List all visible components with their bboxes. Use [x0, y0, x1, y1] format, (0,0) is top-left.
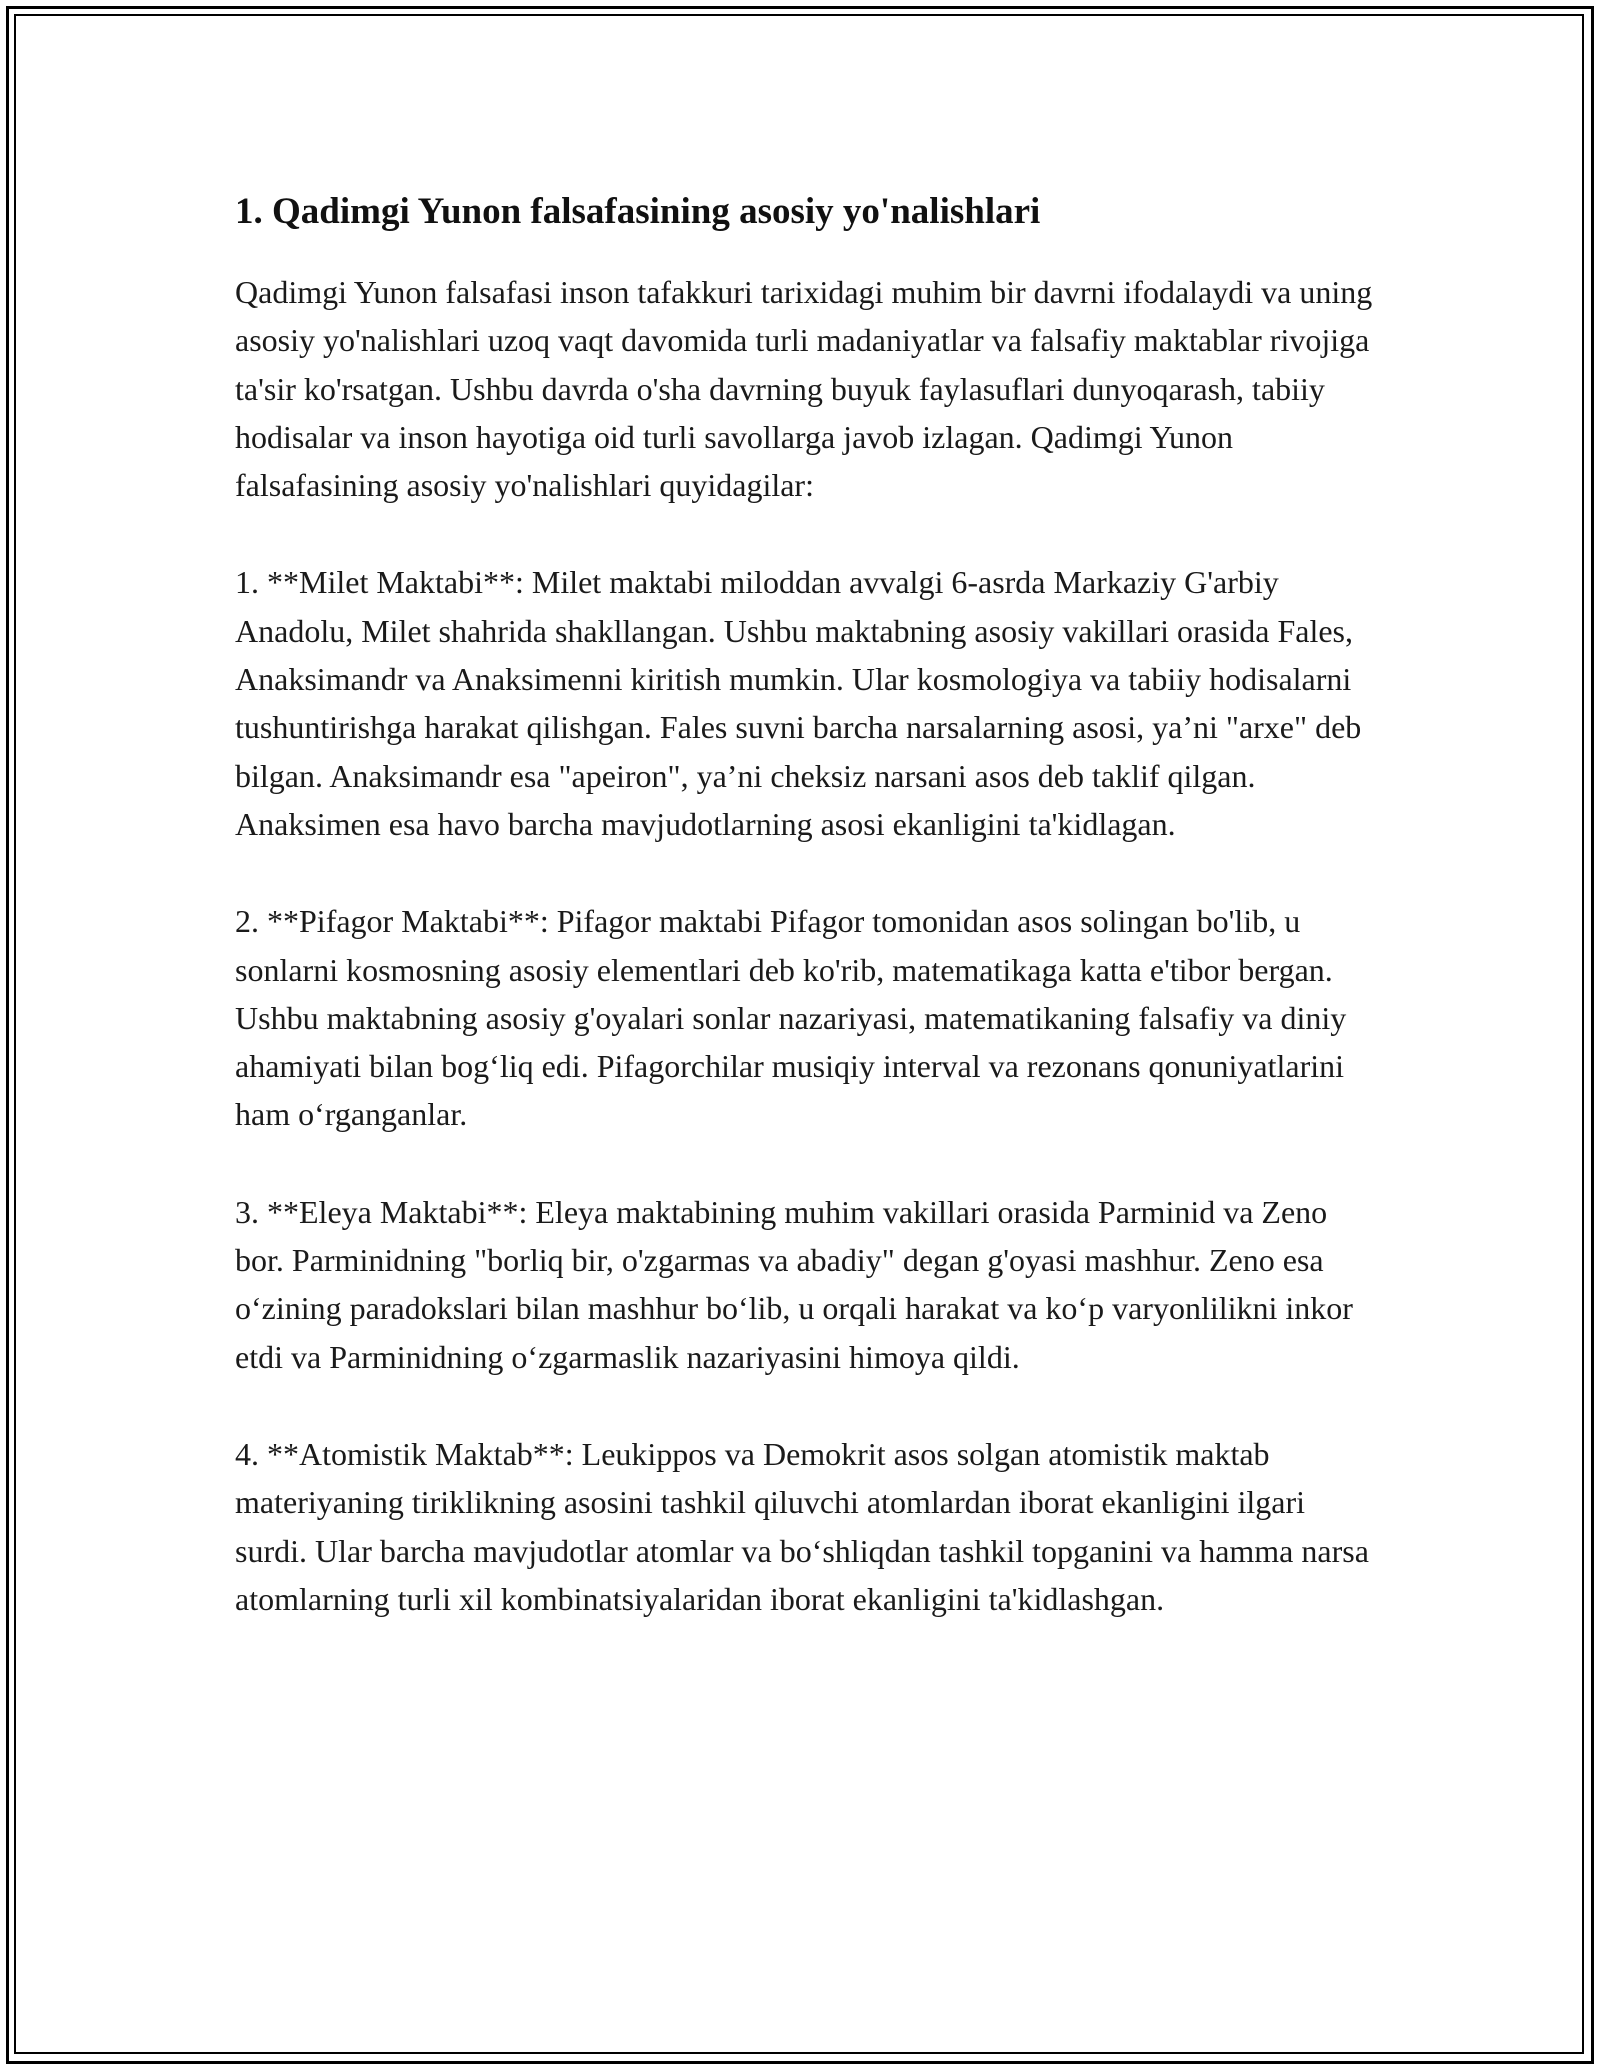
intro-paragraph: Qadimgi Yunon falsafasi inson tafakkuri tarixidagi muhim bir davrni ifodalaydi va uning asosiy yo'nalishlari uzoq vaqt davomida turli madaniyatlar va falsafiy maktablar rivojiga ta'sir ko'rsatgan. Ushbu davrda o'sha davrning buyuk faylasuflari dunyoqarash, tabiiy hodisalar va inson hayotiga oid turli savollarga javob izlagan. Qadimgi Yunon falsafasining asosiy yo'nalishlari quyidagilar:: [235, 274, 1373, 504]
eleatic-school-paragraph: 3. **Eleya Maktabi**: Eleya maktabining muhim vakillari orasida Parminid va Zeno bor. Parminidning "borliq bir, o'zgarmas va abadiy" degan g'oyasi mashhur. Zeno esa o‘zining paradokslari bilan mashhur bo‘lib, u orqali harakat va ko‘p varyonlilikni inkor etdi va Parminidning o‘zgarmaslik nazariyasini himoya qildi.: [235, 1193, 1353, 1375]
pythagoras-school-paragraph: 2. **Pifagor Maktabi**: Pifagor maktabi Pifagor tomonidan asos solingan bo'lib, u sonlarni kosmosning asosiy elementlari deb ko'rib, matematikaga katta e'tibor bergan. Ushbu maktabning asosiy g'oyalari sonlar nazariyasi, matematikaning falsafiy va diniy ahamiyati bilan bog‘liq edi. Pifagorchilar musiqiy interval va rezonans qonuniyatlarini ham o‘rganganlar.: [235, 903, 1347, 1133]
atomist-school-paragraph: 4. **Atomistik Maktab**: Leukippos va Demokrit asos solgan atomistik maktab materiyaning tiriklikning asosini tashkil qiluvchi atomlardan iborat ekanligini ilgari surdi. Ular barcha mavjudotlar atomlar va bo‘shliqdan tashkil topganini va hamma narsa atomlarning turli xil kombinatsiyalaridan iborat ekanligini ta'kidlashgan.: [235, 1435, 1369, 1617]
document-body: [235, 186, 1375, 1672]
section-heading: 1. Qadimgi Yunon falsafasining asosiy yo'nalishlari: [235, 191, 1041, 232]
milet-school-paragraph: 1. **Milet Maktabi**: Milet maktabi miloddan avvalgi 6-asrda Markaziy G'arbiy Anadolu, Milet shahrida shakllangan. Ushbu maktabning asosiy vakillari orasida Fales, Anaksimandr va Anaksimenni kiritish mumkin. Ular kosmologiya va tabiiy hodisalarni tushuntirishga harakat qilishgan. Fales suvni barcha narsalarning asosi, ya’ni "arxe" deb bilgan. Anaksimandr esa "apeiron", ya’ni cheksiz narsani asos deb taklif qilgan. Anaksimen esa havo barcha mavjudotlarning asosi ekanligini ta'kidlagan.: [235, 564, 1362, 842]
